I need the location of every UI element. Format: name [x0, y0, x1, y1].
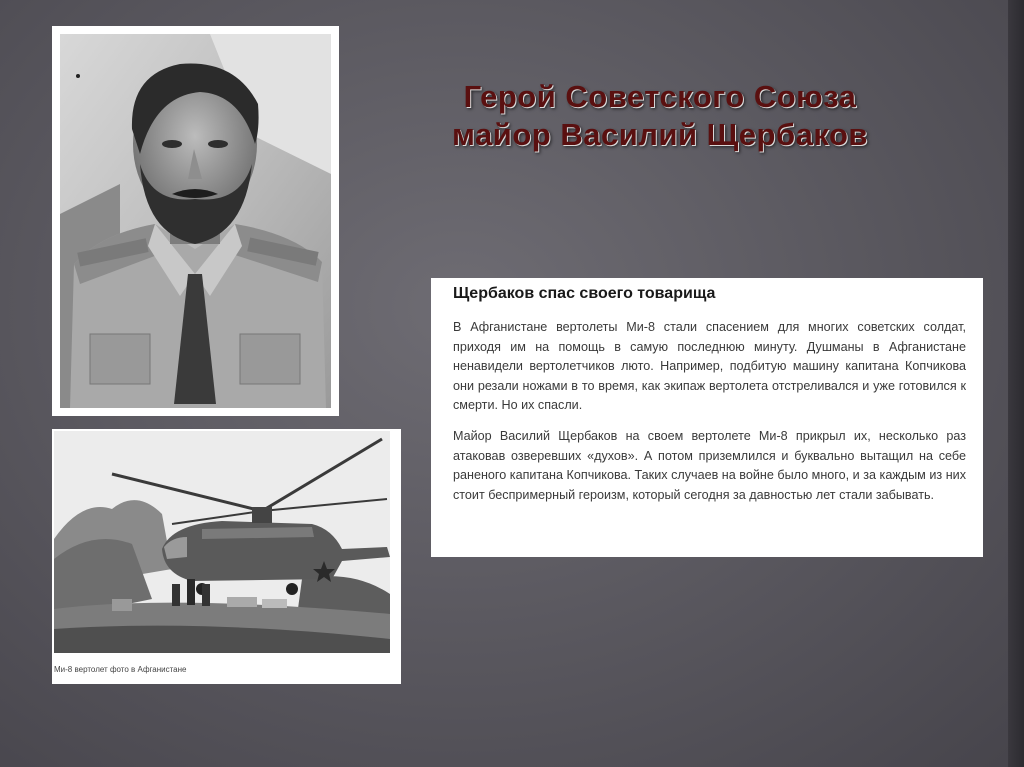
article-paragraph-1: В Афганистане вертолеты Ми-8 стали спасением для многих советских солдат, приходя им на помощь в самую последнюю минуту. Душманы в Афганистане ненавидели вертолетчиков люто. Например, подбитую машину капитана Копчикова они резали ножами в то время, как экипаж вертолета отстреливался и уже готовился к смерти. Но их спасли.: [453, 320, 966, 413]
helicopter-caption: Ми-8 вертолет фото в Афганистане: [54, 665, 187, 674]
portrait-photo: [52, 26, 339, 416]
article-heading: Щербаков спас своего товарища: [453, 285, 716, 302]
helicopter-photo: [52, 429, 401, 684]
article-panel: [431, 278, 983, 557]
slide-edge-strip: [1008, 0, 1024, 767]
slide-title-line-2: майор Василий Щербаков: [452, 117, 868, 152]
article-paragraph-2: Майор Василий Щербаков на своем вертолете Ми-8 прикрыл их, несколько раз атаковав озверевших «духов». А потом приземлился и буквально вытащил на себе раненого капитана Копчикова. Таких случаев на войне было много, и за каждым из них стоит беспримерный героизм, который сегодня за давностью лет стали забывать.: [453, 428, 966, 502]
slide-title-line-1: Герой Советского Союза: [463, 79, 857, 114]
portrait-image: [60, 34, 331, 408]
helicopter-image: [52, 429, 401, 661]
slide-title: [410, 78, 910, 154]
